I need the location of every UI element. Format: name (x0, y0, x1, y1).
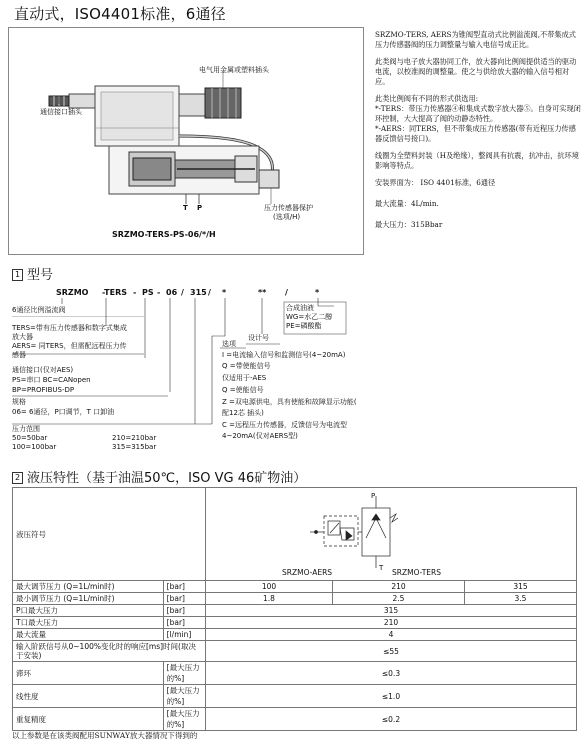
legend-right-lines (220, 300, 350, 350)
hydraulic-symbol (206, 488, 576, 580)
table-row (13, 629, 577, 641)
page-title: 直动式，ISO4401标准，6通径 (14, 5, 226, 23)
legend-pressure-315: 315=315bar (112, 443, 157, 451)
legend-options: 选项 (222, 340, 236, 348)
label-comm-plug: 通信接口插头 (40, 108, 82, 116)
section1-title: 型号 (27, 268, 54, 283)
row-value-1: 100 (205, 581, 332, 593)
legend-design: 设计号 (248, 334, 269, 342)
row-unit: [最大压力的%] (163, 662, 205, 685)
symbol-aers-label: SRZMO-AERS (281, 568, 333, 577)
desc-aers: *-AERS：同TERS，但不带集成压力传感器(带有近程压力传感器反馈信号接口)。 (375, 124, 576, 143)
description (375, 30, 581, 230)
section1-number: 1 (12, 269, 23, 281)
row-unit: [最大压力的%] (163, 685, 205, 708)
legend-valve: 6通径比例溢流阀 (12, 306, 66, 314)
legend-size: 06= 6通径，P口调节，T 口卸油 (12, 408, 115, 416)
desc-mounting: 安装界面为： ISO 4401标准，6通径 (375, 178, 496, 187)
row-label: P口最大压力 (13, 605, 164, 617)
legend-comm-title: 通信接口(仅对AES) (12, 366, 74, 374)
desc-forms-title: 此类比例阀有不同的形式供选用: (375, 94, 479, 103)
option-dual-supply-plug: 配12芯 插头) (222, 409, 264, 417)
code-dash-2: - (157, 288, 161, 297)
desc-coil: 线圈为全塑料封装（H及绝缘），整阀具有抗震，抗冲击，抗环境影响等特点。 (375, 151, 579, 170)
row-value: 315 (205, 605, 576, 617)
row-unit: [l/min] (163, 629, 205, 641)
code-dash-1: - (133, 288, 137, 297)
section2-title: 液压特性（基于油温50℃，ISO VG 46矿物油） (27, 471, 307, 486)
row-value-1: 1.8 (205, 593, 332, 605)
row-value: 4 (205, 629, 576, 641)
row-label: 最大调节压力 (Q=1L/min时) (13, 581, 164, 593)
legend-underlines (12, 316, 212, 456)
option-enable-signal: Q =使能信号 (222, 386, 264, 394)
option-enable: Q =带使能信号 (222, 362, 271, 370)
code-slash-1: / (181, 288, 184, 297)
row-value-2: 2.5 (332, 593, 464, 605)
legend-comm-ps-bc: PS=串口 BC=CANopen (12, 376, 91, 384)
legend-type-ters: TERS=带有压力传感器和数字式集成放大器 (12, 324, 127, 341)
symbol-port-t: T (378, 564, 384, 572)
row-label: 最小调节压力 (Q=1L/min时) (13, 593, 164, 605)
legend-pressure-title: 压力范围 (12, 425, 40, 433)
row-unit: [最大压力的%] (163, 708, 205, 731)
figure-caption: SRZMO-TERS-PS-06/*/H (112, 230, 216, 239)
section2-number: 2 (12, 472, 23, 484)
desc-intro: SRZMO-TERS, AERS为锥阀型直动式比例溢流阀,不带集成式压力传感器阀的压力调整量与输入电信号成正比。 (375, 30, 576, 49)
row-label: T口最大压力 (13, 617, 164, 629)
label-pressure-sensor: 压力传感器保护 (264, 204, 313, 212)
legend-fluid-wg: WG=水乙二醇 (286, 313, 333, 321)
legend-fluid-pe: PE=磷酸酯 (286, 322, 322, 330)
legend-comm-bp: BP=PROFIBUS-DP (12, 386, 75, 394)
code-slash-3: / (285, 288, 288, 297)
code-fluid: * (315, 288, 320, 297)
legend-pressure-50: 50=50bar (12, 434, 48, 442)
option-remote-sensor: C =远程压力传感器，反馈信号为电流型 (222, 421, 347, 429)
row-label: 线性度 (13, 685, 164, 708)
row-unit: [bar] (163, 617, 205, 629)
symbol-port-p: P (370, 492, 376, 500)
code-pressure: 315 (190, 288, 207, 297)
symbol-cell (205, 488, 576, 581)
desc-amplifier: 此类阀与电子放大器协同工作，放大器向比例阀提供适当的驱动电流，以校准阀的调整量。使之与供给放大器的输入信号相对应。 (375, 57, 577, 86)
port-p-label: P (197, 204, 203, 212)
row-label: 输入阶跃信号从0~100%变化时的响应[ms]时间(取决于安装) (13, 641, 206, 662)
legend-pressure-100: 100=100bar (12, 443, 57, 451)
table-row (13, 593, 577, 605)
row-value: ≤0.3 (205, 662, 576, 685)
section1-heading (12, 264, 53, 283)
table-row (13, 617, 577, 629)
code-size: 06 (166, 288, 178, 297)
symbol-ters-label: SRZMO-TERS (391, 568, 441, 577)
label-electric-plug: 电气用金属或塑料插头 (199, 66, 269, 74)
row-value-3: 315 (465, 581, 577, 593)
table-row (13, 708, 577, 731)
table-row (13, 662, 577, 685)
section2-heading (12, 467, 306, 486)
valve-drawing (9, 28, 361, 228)
footnote: 以上参数是在该类阀配用SUNWAY放大器情况下得到的 (12, 731, 198, 740)
row-value: ≤1.0 (205, 685, 576, 708)
row-unit: [bar] (163, 605, 205, 617)
row-unit: [bar] (163, 581, 205, 593)
row-label: 最大流量 (13, 629, 164, 641)
legend-type-aers: AERS= 同TERS，但需配远程压力传感器 (12, 342, 127, 359)
table-row (13, 685, 577, 708)
port-t-label: T (183, 204, 188, 212)
legend-pressure-210: 210=210bar (112, 434, 157, 442)
legend-fluid-title: 合成油液 (286, 304, 314, 312)
option-aes-only: 仅适用于-AES (222, 374, 267, 382)
code-type: -TERS (102, 288, 127, 297)
code-slash-2: / (208, 288, 211, 297)
code-option: * (222, 288, 227, 297)
table-row-symbol (13, 488, 577, 581)
code-series: SRZMO (56, 288, 89, 297)
option-remote-sensor-range: 4~20mA(仅对AERS型) (222, 432, 298, 440)
row-value-2: 210 (332, 581, 464, 593)
legend-size-title: 规格 (12, 398, 26, 406)
desc-max-pressure: 最大压力：315Bbar (375, 220, 443, 229)
row-label: 滞环 (13, 662, 164, 685)
option-dual-supply: Z =双电源供电，具有使能和故障显示功能( (222, 398, 357, 406)
desc-max-flow: 最大流量：4L/min. (375, 199, 439, 208)
label-pressure-sensor-option: (选项/H) (273, 213, 301, 221)
hydraulic-table (12, 487, 577, 731)
symbol-label: 液压符号 (13, 488, 206, 581)
table-row (13, 581, 577, 593)
row-value-3: 3.5 (465, 593, 577, 605)
row-unit: [bar] (163, 593, 205, 605)
row-label: 重复精度 (13, 708, 164, 731)
row-value: ≤55 (205, 641, 576, 662)
table-row (13, 641, 577, 662)
code-design: ** (258, 288, 267, 297)
table-row (13, 605, 577, 617)
code-interface: PS (142, 288, 154, 297)
row-value: 210 (205, 617, 576, 629)
row-value: ≤0.2 (205, 708, 576, 731)
desc-ters: *-TERS：带压力传感器④和集成式数字放大器⑤。自身可实现闭环控制，大大提高了阀的动静态特性。 (375, 104, 581, 123)
option-current-input: I =电流输入信号和监测信号(4~20mA) (222, 351, 346, 359)
